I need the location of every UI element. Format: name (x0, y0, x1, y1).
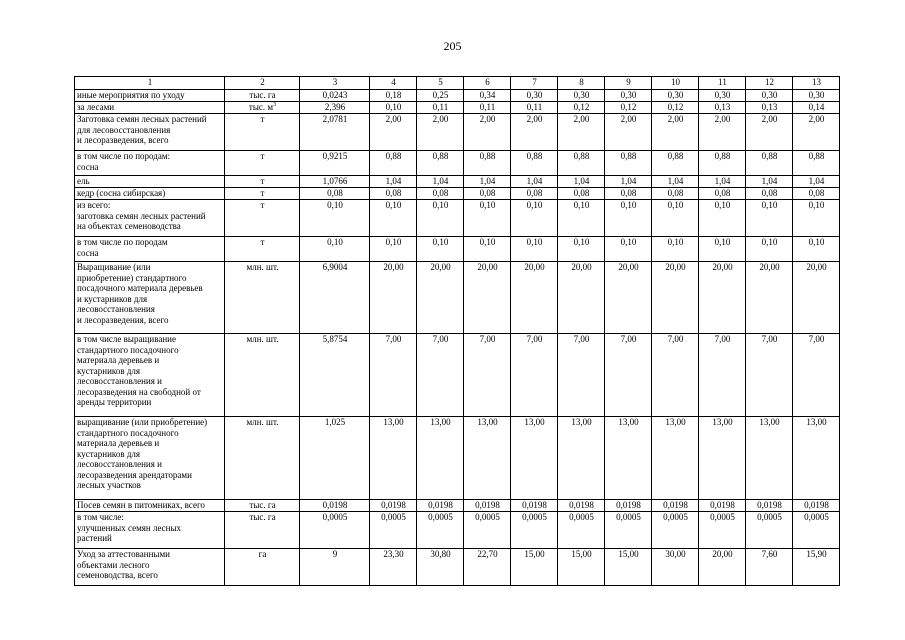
value-cell: 0,34 (464, 90, 511, 102)
value-cell: 0,0198 (370, 500, 417, 512)
unit-cell (225, 151, 300, 176)
value-cell: 1,04 (464, 176, 511, 188)
table-row (75, 200, 840, 237)
unit-label: тыс. га (249, 512, 276, 522)
value-cell: 0,9215 (300, 151, 370, 176)
value-cell: 13,00 (746, 417, 793, 500)
value-cell: 0,10 (464, 200, 511, 237)
table-row (75, 188, 840, 200)
value-cell: 0,30 (511, 90, 558, 102)
value-cell: 13,00 (511, 417, 558, 500)
value-cell: 0,10 (370, 102, 417, 114)
value-cell: 0,18 (370, 90, 417, 102)
value-cell: 0,88 (417, 151, 464, 176)
value-cell: 1,0766 (300, 176, 370, 188)
value-cell: 0,88 (746, 151, 793, 176)
value-cell: 2,00 (605, 114, 652, 151)
value-cell: 7,00 (652, 334, 699, 417)
value-cell: 20,00 (370, 262, 417, 334)
table-row (75, 500, 840, 512)
header-cell: 7 (511, 77, 558, 90)
unit-label: млн. шт. (246, 417, 279, 427)
table-row (75, 114, 840, 151)
value-cell: 0,08 (370, 188, 417, 200)
unit-cell (225, 262, 300, 334)
value-cell: 0,0005 (558, 512, 605, 549)
unit-cell (225, 200, 300, 237)
value-cell: 20,00 (605, 262, 652, 334)
value-cell: 0,30 (652, 90, 699, 102)
value-cell: 1,04 (793, 176, 840, 188)
value-cell: 2,00 (464, 114, 511, 151)
value-cell: 0,08 (300, 188, 370, 200)
value-cell: 2,00 (793, 114, 840, 151)
value-cell: 0,30 (793, 90, 840, 102)
value-cell: 7,00 (793, 334, 840, 417)
value-cell: 0,10 (699, 237, 746, 262)
table-row (75, 151, 840, 176)
header-cell: 10 (652, 77, 699, 90)
value-cell: 0,11 (417, 102, 464, 114)
value-cell: 0,10 (511, 237, 558, 262)
value-cell: 20,00 (652, 262, 699, 334)
value-cell: 20,00 (511, 262, 558, 334)
value-cell: 0,0198 (746, 500, 793, 512)
value-cell: 7,60 (746, 549, 793, 586)
unit-label: т (260, 151, 265, 161)
value-cell: 0,08 (417, 188, 464, 200)
value-cell: 0,10 (699, 200, 746, 237)
value-cell: 0,10 (370, 200, 417, 237)
value-cell: 0,08 (605, 188, 652, 200)
value-cell: 1,04 (652, 176, 699, 188)
value-cell: 30,80 (417, 549, 464, 586)
value-cell: 0,0198 (417, 500, 464, 512)
value-cell: 0,88 (511, 151, 558, 176)
value-cell: 0,0005 (793, 512, 840, 549)
value-cell: 1,04 (558, 176, 605, 188)
value-cell: 13,00 (605, 417, 652, 500)
unit-label: млн. шт. (246, 334, 279, 344)
value-cell: 2,00 (370, 114, 417, 151)
header-cell: 1 (75, 77, 225, 90)
value-cell: 0,0005 (652, 512, 699, 549)
unit-cell (225, 512, 300, 549)
row-name-cell: в том числе выращивание стандартного посадочного материала деревьев и кустарников для лесовосстановления и лесоразведения на свободной от аренды территории (75, 334, 225, 417)
unit-label: тыс. м (248, 102, 274, 112)
value-cell: 0,10 (605, 200, 652, 237)
unit-cell (225, 188, 300, 200)
value-cell: 0,10 (417, 237, 464, 262)
unit-label: тыс. га (249, 500, 276, 510)
value-cell: 0,88 (699, 151, 746, 176)
value-cell: 1,04 (417, 176, 464, 188)
value-cell: 0,10 (652, 237, 699, 262)
header-cell: 2 (225, 77, 300, 90)
value-cell: 1,04 (746, 176, 793, 188)
unit-label: т (260, 114, 265, 124)
value-cell: 0,88 (605, 151, 652, 176)
unit-cell (225, 102, 300, 114)
value-cell: 0,08 (464, 188, 511, 200)
table-row (75, 417, 840, 500)
value-cell: 0,10 (746, 237, 793, 262)
value-cell: 0,08 (558, 188, 605, 200)
value-cell: 0,0198 (558, 500, 605, 512)
value-cell: 15,00 (511, 549, 558, 586)
value-cell: 20,00 (746, 262, 793, 334)
row-name-cell: иные мероприятия по уходу (75, 90, 225, 102)
value-cell: 0,30 (558, 90, 605, 102)
header-cell: 12 (746, 77, 793, 90)
header-cell: 11 (699, 77, 746, 90)
value-cell: 13,00 (417, 417, 464, 500)
row-name-cell: за лесами (75, 102, 225, 114)
value-cell: 7,00 (558, 334, 605, 417)
value-cell: 0,88 (370, 151, 417, 176)
value-cell: 7,00 (699, 334, 746, 417)
unit-label: млн. шт. (246, 262, 279, 272)
value-cell: 20,00 (464, 262, 511, 334)
value-cell: 20,00 (793, 262, 840, 334)
value-cell: 30,00 (652, 549, 699, 586)
row-name-cell: Выращивание (или приобретение) стандартного посадочного материала деревьев и кустарников для лесовосстановления и лесоразведения, всего (75, 262, 225, 334)
value-cell: 2,396 (300, 102, 370, 114)
value-cell: 0,10 (511, 200, 558, 237)
table-row (75, 176, 840, 188)
value-cell: 0,0198 (652, 500, 699, 512)
value-cell: 23,30 (370, 549, 417, 586)
unit-label: т (260, 176, 265, 186)
header-cell: 8 (558, 77, 605, 90)
value-cell: 7,00 (417, 334, 464, 417)
value-cell: 0,12 (605, 102, 652, 114)
value-cell: 0,10 (558, 200, 605, 237)
value-cell: 7,00 (464, 334, 511, 417)
table-row (75, 90, 840, 102)
page-number: 205 (443, 39, 462, 53)
value-cell: 13,00 (699, 417, 746, 500)
value-cell: 0,10 (652, 200, 699, 237)
value-cell: 0,88 (558, 151, 605, 176)
value-cell: 0,10 (746, 200, 793, 237)
value-cell: 2,00 (652, 114, 699, 151)
header-cell: 9 (605, 77, 652, 90)
value-cell: 1,04 (699, 176, 746, 188)
value-cell: 15,00 (605, 549, 652, 586)
value-cell: 0,14 (793, 102, 840, 114)
value-cell: 0,0243 (300, 90, 370, 102)
value-cell: 0,10 (793, 237, 840, 262)
value-cell: 0,12 (652, 102, 699, 114)
table-row (75, 262, 840, 334)
row-name-cell: кедр (сосна сибирская) (75, 188, 225, 200)
value-cell: 0,0005 (746, 512, 793, 549)
value-cell: 7,00 (746, 334, 793, 417)
value-cell: 0,08 (652, 188, 699, 200)
header-cell: 6 (464, 77, 511, 90)
value-cell: 0,30 (746, 90, 793, 102)
unit-cell (225, 417, 300, 500)
value-cell: 0,0005 (699, 512, 746, 549)
value-cell: 0,0198 (699, 500, 746, 512)
value-cell: 0,0005 (300, 512, 370, 549)
value-cell: 13,00 (464, 417, 511, 500)
unit-label: т (260, 200, 265, 210)
value-cell: 0,11 (464, 102, 511, 114)
header-row (75, 77, 840, 90)
value-cell: 0,0005 (511, 512, 558, 549)
value-cell: 0,10 (464, 237, 511, 262)
unit-cell (225, 114, 300, 151)
value-cell: 2,00 (417, 114, 464, 151)
row-name-cell: выращивание (или приобретение) стандартного посадочного материала деревьев и кустарников для лесовосстановления и лесоразведения арендаторами лесных участков (75, 417, 225, 500)
row-name-cell: ель (75, 176, 225, 188)
value-cell: 1,04 (370, 176, 417, 188)
value-cell: 13,00 (652, 417, 699, 500)
table-row (75, 334, 840, 417)
value-cell: 20,00 (699, 549, 746, 586)
row-name-cell: Заготовка семян лесных растений для лесовосстановления и лесоразведения, всего (75, 114, 225, 151)
value-cell: 7,00 (605, 334, 652, 417)
unit-label: т (260, 188, 265, 198)
value-cell: 13,00 (793, 417, 840, 500)
value-cell: 0,30 (699, 90, 746, 102)
table-row (75, 512, 840, 549)
value-cell: 13,00 (370, 417, 417, 500)
value-cell: 15,00 (558, 549, 605, 586)
value-cell: 0,0005 (464, 512, 511, 549)
value-cell: 5,8754 (300, 334, 370, 417)
value-cell: 0,88 (652, 151, 699, 176)
value-cell: 20,00 (699, 262, 746, 334)
value-cell: 0,10 (300, 237, 370, 262)
value-cell: 0,0198 (793, 500, 840, 512)
header-cell: 4 (370, 77, 417, 90)
row-name-cell: в том числе: улучшенных семян лесных растений (75, 512, 225, 549)
unit-cell (225, 549, 300, 586)
value-cell: 13,00 (558, 417, 605, 500)
value-cell: 1,04 (605, 176, 652, 188)
value-cell: 0,10 (300, 200, 370, 237)
value-cell: 7,00 (511, 334, 558, 417)
value-cell: 0,10 (793, 200, 840, 237)
value-cell: 0,13 (746, 102, 793, 114)
value-cell: 0,10 (605, 237, 652, 262)
value-cell: 2,00 (699, 114, 746, 151)
unit-superscript: 3 (273, 102, 277, 108)
unit-cell (225, 500, 300, 512)
value-cell: 0,25 (417, 90, 464, 102)
value-cell: 2,00 (511, 114, 558, 151)
value-cell: 1,04 (511, 176, 558, 188)
value-cell: 0,0198 (300, 500, 370, 512)
value-cell: 0,10 (417, 200, 464, 237)
value-cell: 2,0781 (300, 114, 370, 151)
table-row (75, 102, 840, 114)
value-cell: 0,0005 (370, 512, 417, 549)
unit-label: га (258, 549, 267, 559)
table-row (75, 237, 840, 262)
value-cell: 0,0005 (417, 512, 464, 549)
value-cell: 0,30 (605, 90, 652, 102)
unit-cell (225, 334, 300, 417)
unit-cell (225, 237, 300, 262)
value-cell: 0,0005 (605, 512, 652, 549)
row-name-cell: из всего: заготовка семян лесных растений на объектах семеноводства (75, 200, 225, 237)
unit-cell (225, 176, 300, 188)
value-cell: 0,12 (558, 102, 605, 114)
value-cell: 22,70 (464, 549, 511, 586)
value-cell: 7,00 (370, 334, 417, 417)
value-cell: 0,08 (793, 188, 840, 200)
header-cell: 3 (300, 77, 370, 90)
value-cell: 2,00 (746, 114, 793, 151)
row-name-cell: в том числе по породам: сосна (75, 151, 225, 176)
data-table (74, 76, 840, 586)
value-cell: 0,08 (699, 188, 746, 200)
value-cell: 0,08 (746, 188, 793, 200)
value-cell: 0,11 (511, 102, 558, 114)
unit-label: тыс. га (249, 90, 276, 100)
value-cell: 0,0198 (464, 500, 511, 512)
table-row (75, 549, 840, 586)
value-cell: 9 (300, 549, 370, 586)
row-name-cell: Уход за аттестованными объектами лесного семеноводства, всего (75, 549, 225, 586)
value-cell: 0,10 (558, 237, 605, 262)
value-cell: 20,00 (558, 262, 605, 334)
row-name-cell: Посев семян в питомниках, всего (75, 500, 225, 512)
value-cell: 6,9004 (300, 262, 370, 334)
value-cell: 0,08 (511, 188, 558, 200)
value-cell: 2,00 (558, 114, 605, 151)
value-cell: 15,90 (793, 549, 840, 586)
value-cell: 1,025 (300, 417, 370, 500)
value-cell: 0,13 (699, 102, 746, 114)
header-cell: 13 (793, 77, 840, 90)
unit-cell (225, 90, 300, 102)
value-cell: 0,0198 (511, 500, 558, 512)
row-name-cell: в том числе по породам сосна (75, 237, 225, 262)
unit-label: т (260, 237, 265, 247)
header-cell: 5 (417, 77, 464, 90)
value-cell: 20,00 (417, 262, 464, 334)
value-cell: 0,88 (464, 151, 511, 176)
value-cell: 0,10 (370, 237, 417, 262)
value-cell: 0,88 (793, 151, 840, 176)
value-cell: 0,0198 (605, 500, 652, 512)
